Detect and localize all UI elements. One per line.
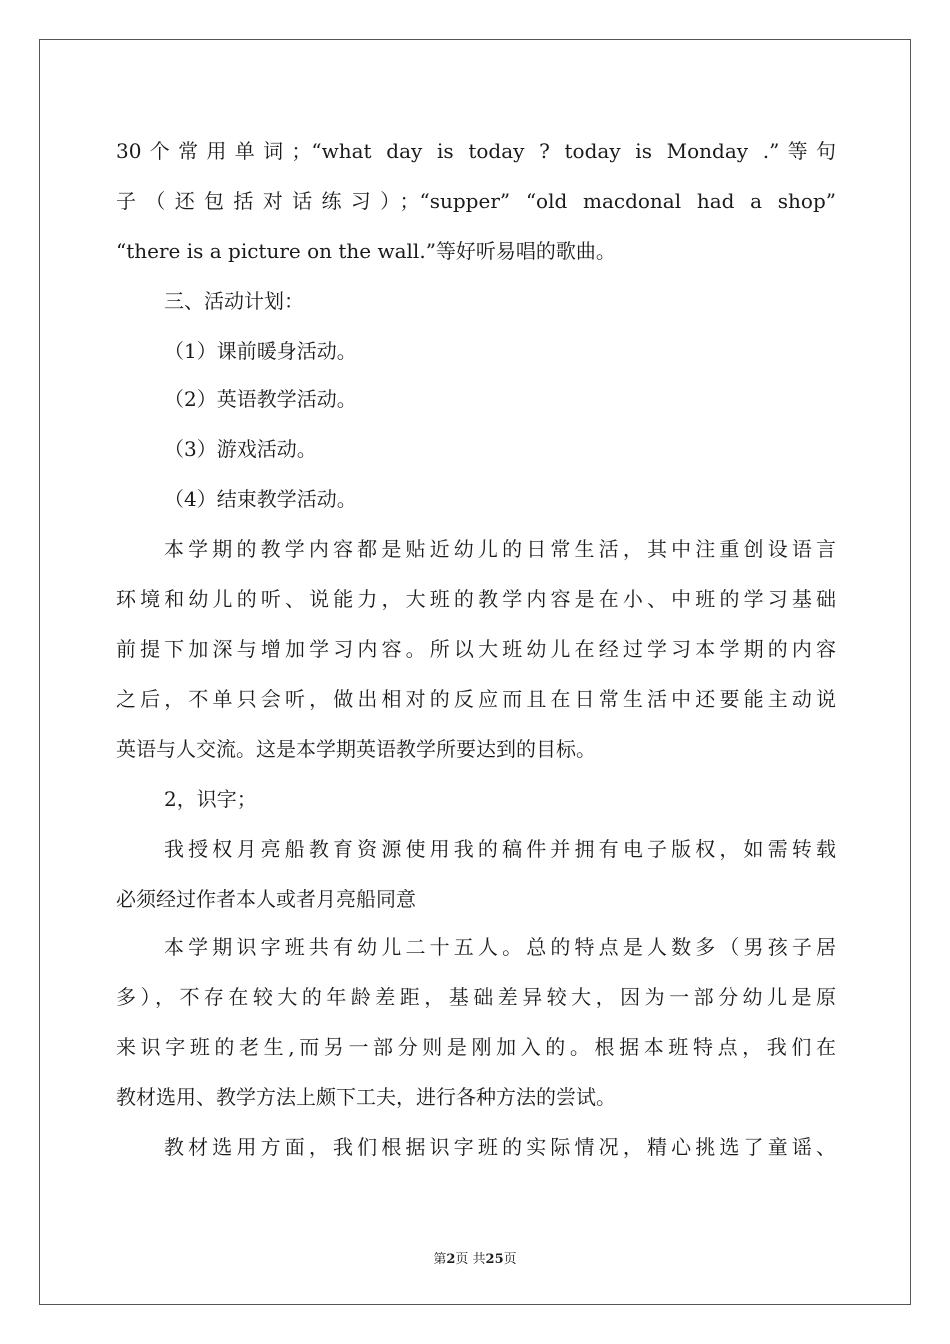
text-line: 前提下加深与增加学习内容。所以大班幼儿在经过学习本学期的内容: [116, 637, 836, 661]
text-line-2: 子（还包括对话练习）；“supper” “old macdonal had a shop”: [116, 189, 836, 213]
text-line-3: “there is a picture on the wall.”等好听易唱的歌曲。: [116, 239, 616, 263]
text-line: 来识字班的老生,而另一部分则是刚加入的。根据本班特点，我们在: [116, 1035, 836, 1059]
text-line: 英语与人交流。这是本学期英语教学所要达到的目标。: [116, 737, 596, 761]
text-line: 环境和幼儿的听、说能力，大班的教学内容是在小、中班的学习基础: [116, 587, 836, 611]
text-line: 教材选用方面，我们根据识字班的实际情况，精心挑选了童谣、: [164, 1135, 836, 1159]
page-footer: [0, 1248, 950, 1267]
page-label-suffix: 页: [503, 1252, 517, 1267]
text-line: 必须经过作者本人或者月亮船同意: [116, 887, 416, 911]
list-item: （4）结束教学活动。: [164, 487, 357, 511]
page-label-mid: 页 共: [455, 1252, 486, 1267]
text-line: 本学期识字班共有幼儿二十五人。总的特点是人数多（男孩子居: [164, 935, 836, 959]
text-line: 我授权月亮船教育资源使用我的稿件并拥有电子版权，如需转载: [164, 837, 836, 861]
total-pages: 25: [485, 1252, 504, 1267]
text-line: 多），不存在较大的年龄差距，基础差异较大，因为一部分幼儿是原: [116, 985, 836, 1009]
page-number: 2: [446, 1252, 456, 1267]
list-item: （1）课前暖身活动。: [164, 339, 357, 363]
text-line: 教材选用、教学方法上颇下工夫，进行各种方法的尝试。: [116, 1085, 616, 1109]
section-heading-activity-plan: 三、活动计划：: [164, 289, 304, 313]
text-line: 之后，不单只会听，做出相对的反应而且在日常生活中还要能主动说: [116, 687, 836, 711]
text-line: 本学期的教学内容都是贴近幼儿的日常生活，其中注重创设语言: [164, 537, 836, 561]
list-item: （2）英语教学活动。: [164, 387, 357, 411]
list-item: （3）游戏活动。: [164, 437, 317, 461]
page-frame: [39, 39, 911, 1305]
text-line-1: 30个常用单词；“what day is today ? today is Monday .”等句: [116, 139, 836, 163]
section-heading-literacy: 2，识字；: [164, 787, 257, 811]
page-label-prefix: 第: [433, 1252, 447, 1267]
